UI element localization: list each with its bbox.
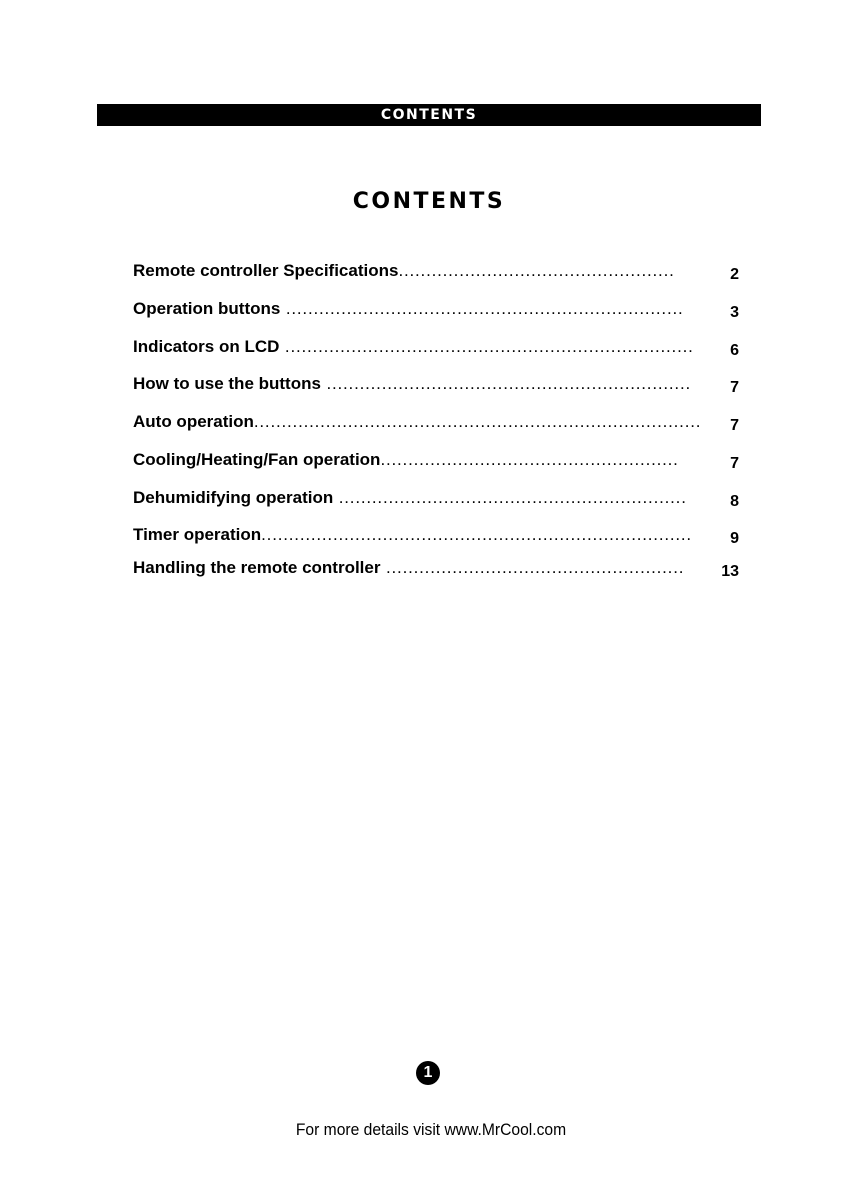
toc-entry bbox=[133, 334, 705, 360]
toc-dot-leader: ............................................................... bbox=[333, 488, 687, 507]
toc-entry bbox=[133, 409, 705, 435]
toc-page-number: 3 bbox=[730, 304, 739, 321]
toc-item-handling-the-remote-controller[interactable] bbox=[133, 555, 743, 581]
toc-item-auto-operation[interactable] bbox=[133, 409, 743, 435]
toc-label: Operation buttons bbox=[133, 299, 281, 318]
toc-label: Indicators on LCD bbox=[133, 337, 280, 356]
toc-dot-leader: .................................................. bbox=[398, 261, 675, 280]
toc-label: Handling the remote controller bbox=[133, 558, 381, 577]
toc-label: Timer operation bbox=[133, 525, 262, 544]
header-bar-title: CONTENTS bbox=[380, 107, 478, 123]
toc-dot-leader: .............................................................................. bbox=[261, 525, 692, 544]
toc-item-operation-buttons[interactable] bbox=[133, 296, 743, 322]
header-bar bbox=[97, 104, 761, 126]
toc-entry bbox=[133, 485, 705, 511]
footer-note: For more details visit www.MrCool.com bbox=[295, 1120, 567, 1139]
toc-label: How to use the buttons bbox=[133, 374, 321, 393]
toc-label: Cooling/Heating/Fan operation bbox=[133, 450, 381, 469]
toc-item-indicators-on-lcd[interactable] bbox=[133, 334, 743, 360]
toc-item-dehumidifying-operation[interactable] bbox=[133, 485, 743, 511]
toc-item-how-to-use-the-buttons[interactable] bbox=[133, 371, 743, 397]
toc-page-number: 9 bbox=[730, 530, 739, 547]
toc-page-number: 6 bbox=[730, 342, 739, 359]
toc-page-number: 2 bbox=[730, 266, 739, 283]
toc-item-cooling-heating-fan-operation[interactable] bbox=[133, 447, 743, 473]
toc-entry bbox=[133, 447, 705, 473]
toc-label: Dehumidifying operation bbox=[133, 488, 334, 507]
toc-item-remote-controller-specifications[interactable] bbox=[133, 258, 743, 284]
toc-page-number: 7 bbox=[730, 417, 739, 434]
toc-dot-leader: ........................................................................ bbox=[280, 299, 684, 318]
toc-dot-leader: .......................................................................... bbox=[279, 337, 694, 356]
toc-label: Remote controller Specifications bbox=[133, 261, 399, 280]
toc-entry bbox=[133, 522, 705, 548]
toc-entry bbox=[133, 296, 705, 322]
toc-page-number: 7 bbox=[730, 455, 739, 472]
toc-entry bbox=[133, 258, 705, 284]
toc-entry bbox=[133, 555, 705, 581]
toc-dot-leader: .................................................................. bbox=[320, 374, 691, 393]
toc-label: Auto operation bbox=[133, 412, 254, 431]
page-number-badge: 1 bbox=[416, 1061, 440, 1085]
toc-page-number: 13 bbox=[721, 563, 739, 580]
toc-page-number: 8 bbox=[730, 493, 739, 510]
toc-dot-leader: ................................................................................. bbox=[253, 412, 702, 431]
toc-item-timer-operation[interactable] bbox=[133, 522, 743, 548]
toc-dot-leader: ...................................................... bbox=[380, 558, 685, 577]
toc-dot-leader: ...................................................... bbox=[380, 450, 679, 469]
toc-page-number: 7 bbox=[730, 379, 739, 396]
toc-entry bbox=[133, 371, 705, 397]
page-title: CONTENTS bbox=[352, 189, 506, 214]
